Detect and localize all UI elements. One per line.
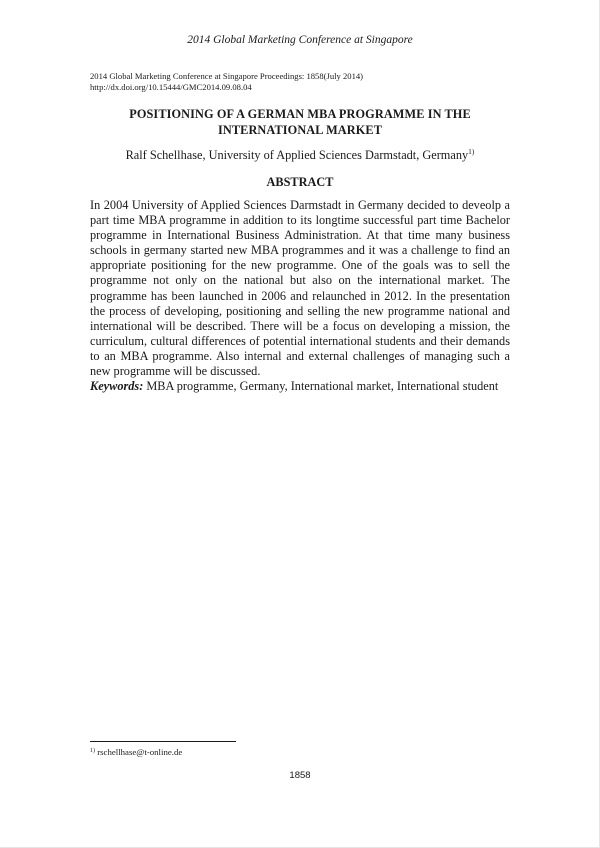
author-line xyxy=(0,148,600,163)
proceedings-info xyxy=(90,71,363,92)
keywords xyxy=(90,379,510,394)
paper-title xyxy=(100,106,500,138)
keywords-label: Keywords: xyxy=(90,379,144,393)
author-affiliation: Ralf Schellhase, University of Applied Sciences Darmstadt, Germany xyxy=(125,148,469,162)
footnote-divider xyxy=(90,741,236,742)
abstract-body: In 2004 University of Applied Sciences Darmstadt in Germany decided to deveolp a part time MBA programme in addition to its longtime successful part time Bachelor programme in International Business Administration. At that time many business schools in germany started new MBA programmes and it was a challenge to find an appropriate positioning for the new programme. One of the goals was to sell the programme not only on the national but also on the international market. The programme has been launched in 2006 and relaunched in 2012. In the presentation the process of developing, positioning and selling the new programme national and international will be described. There will be a focus on developing a mission, the curriculum, cultural differences of potential international students and their demands to an MBA programme. Also internal and external challenges of managing such a new programme will be discussed. xyxy=(90,198,510,379)
running-header: 2014 Global Marketing Conference at Singapore xyxy=(187,34,413,46)
footnote-mark: 1) xyxy=(90,748,95,754)
doi-link[interactable]: http://dx.doi.org/10.15444/GMC2014.09.08.04 xyxy=(90,81,252,92)
page-number: 1858 xyxy=(289,770,311,781)
author-footnote-mark: 1) xyxy=(468,147,475,156)
proceedings-citation: 2014 Global Marketing Conference at Singapore Proceedings: 1858(July 2014) xyxy=(90,71,364,81)
abstract-heading: ABSTRACT xyxy=(266,175,334,189)
footnote xyxy=(90,747,182,757)
paper-title-line-2: INTERNATIONAL MARKET xyxy=(217,123,383,137)
paper-title-line-1: POSITIONING OF A GERMAN MBA PROGRAMME IN THE xyxy=(129,107,471,121)
footnote-email[interactable]: rschellhase@t-online.de xyxy=(95,747,183,757)
keywords-text: MBA programme, Germany, International market, International student xyxy=(143,379,499,393)
